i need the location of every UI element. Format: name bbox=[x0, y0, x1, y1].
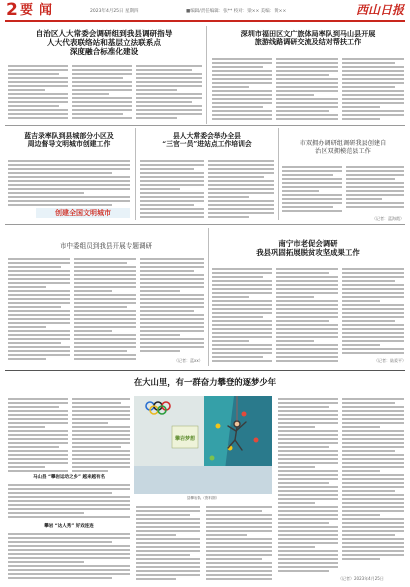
footer-code: （记者）2023年4月25日 bbox=[338, 576, 384, 581]
photo-caption: 县攀岩队（资料图） bbox=[186, 496, 220, 500]
headline-line: 市双拥办调研组调研我县创建自 bbox=[299, 140, 387, 147]
article-7-byline: （记者：陆爱平） bbox=[374, 358, 406, 363]
headline-line: 深度融合标准化建设 bbox=[69, 46, 139, 56]
headline-line: 蓝吉录率队到县城部分小区及 bbox=[24, 132, 114, 140]
column-rule bbox=[278, 128, 279, 220]
article-6-body bbox=[140, 256, 204, 356]
feature-body bbox=[342, 396, 404, 572]
column-rule bbox=[208, 228, 209, 366]
publication-date: 2023年4月25日 星期四 bbox=[90, 9, 139, 14]
headline-line: 人大代表联络站和基层立法联系点 bbox=[47, 37, 161, 47]
article-2-body bbox=[212, 56, 272, 120]
column-rule bbox=[135, 128, 136, 220]
article-4-headline bbox=[138, 132, 276, 148]
article-5-headline bbox=[280, 140, 406, 156]
section-title: 要闻 bbox=[20, 3, 59, 18]
article-3-body bbox=[8, 158, 130, 206]
feature-body bbox=[136, 504, 200, 582]
article-7-body bbox=[342, 266, 404, 354]
section-rule bbox=[5, 125, 405, 126]
column-rule bbox=[206, 26, 207, 124]
editor-line: ■编辑/责任编辑：张** 校对：梁×× 美编：黄×× bbox=[186, 9, 287, 14]
article-5-byline: （记者：蓝海霞） bbox=[372, 216, 404, 221]
headline-line: 南宁市老促会调研 bbox=[278, 239, 338, 248]
article-5-body bbox=[282, 164, 342, 214]
article-2-body bbox=[342, 56, 404, 120]
feature-headline: 在大山里，有一群奋力攀登的逐梦少年 bbox=[133, 377, 277, 387]
feature-subhead: 攀岩 “达人秀” 好戏连连 bbox=[44, 524, 94, 529]
article-6-byline: （记者：蓝xx） bbox=[174, 358, 203, 363]
newspaper-logo: 西山日报 bbox=[356, 3, 405, 17]
climbing-wall-photo bbox=[134, 396, 272, 494]
section-rule bbox=[5, 370, 405, 371]
masthead-rule bbox=[5, 20, 405, 22]
page-number: 2 bbox=[6, 0, 18, 20]
article-5-body bbox=[346, 164, 404, 214]
article-7-body bbox=[212, 266, 272, 362]
article-6-headline: 市中委组员到我县开展专题调研 bbox=[59, 242, 153, 250]
feature-body bbox=[206, 504, 272, 582]
article-7-body bbox=[276, 266, 338, 362]
headline-line: “三官一员”进站点工作培训会 bbox=[162, 140, 252, 149]
article-2-headline bbox=[210, 30, 406, 47]
section-rule bbox=[5, 224, 405, 225]
article-1-body bbox=[136, 63, 202, 120]
feature-body bbox=[8, 396, 68, 472]
article-2-body bbox=[276, 56, 338, 120]
article-4-body bbox=[140, 158, 204, 220]
feature-subhead: 马山县 “攀岩运动之乡” 越来越有名 bbox=[32, 475, 106, 480]
article-6-body bbox=[74, 256, 136, 364]
headline-line: 周边督导文明城市创建工作 bbox=[27, 140, 111, 149]
headline-line: 深圳市福田区文广旅体局率队到马山县开展 bbox=[240, 29, 376, 38]
feature-body bbox=[8, 482, 130, 520]
photo-banner-text: 攀岩梦想 bbox=[174, 436, 196, 442]
headline-line: 治区双拥模范县工作 bbox=[315, 147, 371, 155]
headline-line: 旅游线路调研交流及结对帮扶工作 bbox=[254, 37, 362, 47]
article-1-body bbox=[8, 63, 68, 120]
feature-body bbox=[8, 531, 130, 581]
headline-line: 自治区人大常委会调研组到我县调研指导 bbox=[35, 29, 173, 38]
climbing-wall-illustration bbox=[134, 396, 272, 494]
article-1-headline bbox=[8, 30, 200, 57]
article-6-body bbox=[8, 256, 70, 364]
article-1-body bbox=[72, 63, 132, 120]
headline-line: 我县巩固拓展脱贫攻坚成果工作 bbox=[256, 247, 360, 257]
article-3-headline bbox=[6, 132, 132, 148]
feature-body bbox=[278, 396, 338, 582]
civilized-city-banner: 创建全国文明城市 bbox=[36, 208, 130, 218]
feature-body bbox=[72, 396, 130, 472]
article-7-headline bbox=[210, 240, 406, 257]
headline-line: 县人大常委会举办全县 bbox=[173, 132, 241, 140]
article-4-body bbox=[208, 158, 274, 220]
